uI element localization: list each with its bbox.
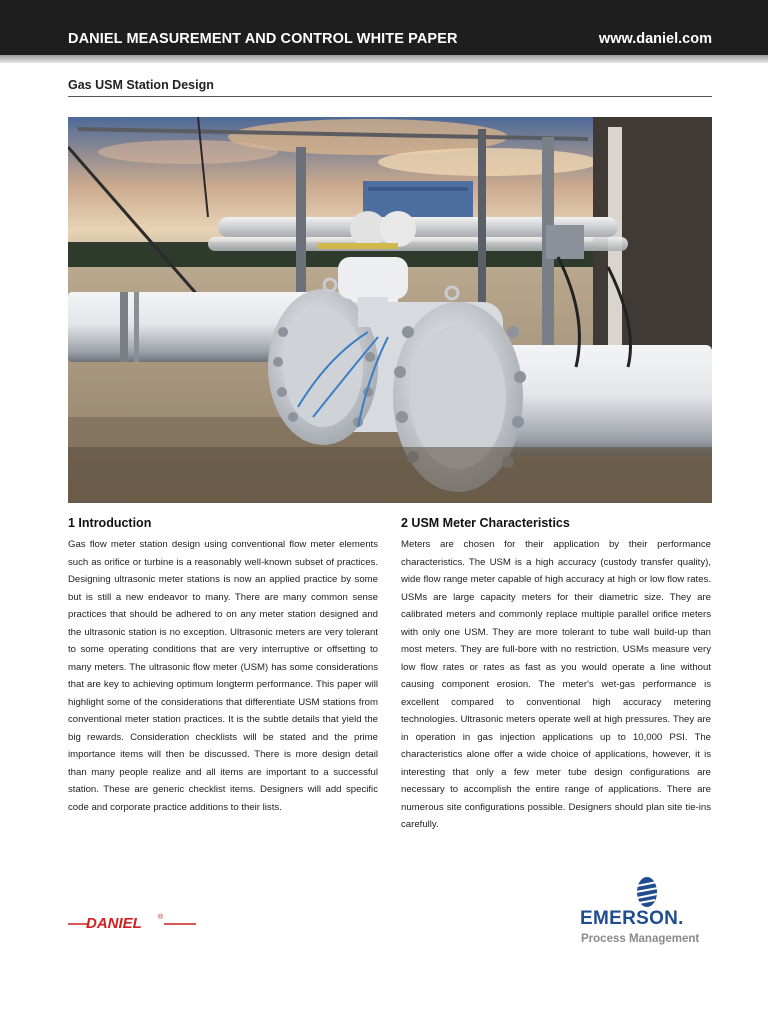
section-usm-characteristics — [401, 516, 711, 834]
header-bar — [0, 0, 768, 55]
section-heading: 1 Introduction — [68, 516, 152, 530]
section-introduction — [68, 516, 378, 816]
emerson-wordmark: EMERSON. — [580, 908, 684, 929]
daniel-logo — [68, 910, 198, 934]
emerson-logo — [580, 876, 714, 952]
section-body: Gas flow meter station design using conventional flow meter elements such as orifice or turbine is a reasonably well-known subset of practices. Designing ultrasonic meter stations is now an applied practice by some but is still a new endeavor to many. There are many common sense practices that should be adhered to on any meter station designed and the ultrasonic station is no exception. Ultrasonic meters are very tolerant to some operating conditions that are very interruptive or offsetting to many meters. The ultrasonic flow meter (USM) has some considerations that are key to achieving optimum longterm performance. This paper will highlight some of the considerations that differentiate USM stations from conventional meter station practices. It is the subtle details that yield the big rewards. Consideration checklists will be stated and the prime importance items will then be discussed. There is more design detail than many people realize and all items are important to a successful station. These are generic checklist items. Designers will add specific code and corporate practice additions to their lists. — [68, 539, 378, 813]
header-divider — [0, 55, 768, 63]
header-url[interactable]: www.daniel.com — [598, 31, 712, 47]
pipeline-photo — [68, 117, 712, 503]
emerson-subtitle: Process Management — [581, 933, 700, 945]
section-body: Meters are chosen for their application by their performance characteristics. The USM is a high accuracy (custody transfer quality), wide flow range meter capable of high accuracy at high or low flow rates. USMs are large capacity meters for their diametric size. They are calibrated meters and commonly replace multiple parallel orifice meters with only one USM. They are more tolerant to tube wall build-up than most meters. They are full-bore with no restriction. USMs measure very low flow rates or rates as fast as you would operate a line without causing component erosion. The meter's wet-gas performance is excellent compared to conventional high accuracy metering technologies. Ultrasonic meters operate well at high pressures. They are in operation in gas injection applications up to 10,000 PSI. The characteristics alone offer a wide choice of applications, however, it is interesting that only a few meter tube design configurations are necessary to accomplish the entire range of applications. There are numerous site configurations possible. Designers should plan site tie-ins carefully. — [401, 539, 711, 830]
header-title: DANIEL MEASUREMENT AND CONTROL WHITE PAPER — [68, 31, 458, 47]
emerson-globe-icon — [632, 876, 662, 908]
document-title: Gas USM Station Design — [68, 78, 214, 92]
daniel-registered-mark: ® — [158, 914, 164, 921]
daniel-logo-text: DANIEL — [86, 915, 142, 932]
section-heading: 2 USM Meter Characteristics — [401, 516, 570, 530]
title-divider — [68, 96, 712, 97]
